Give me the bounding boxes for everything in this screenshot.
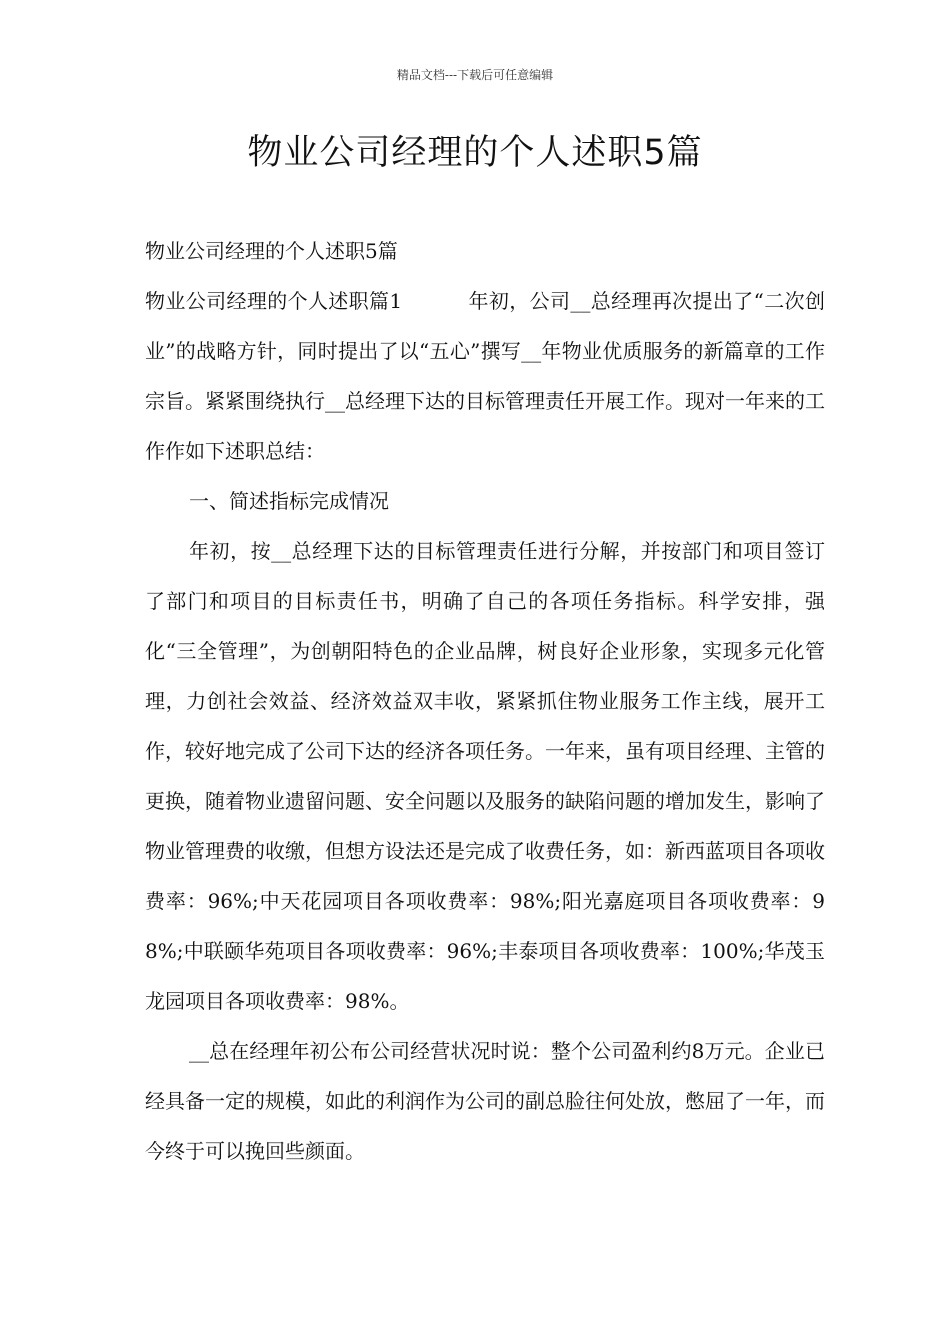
paragraph-indicators: 年初，按__总经理下达的目标管理责任进行分解，并按部门和项目签订了部门和项目的目标责任书，明确了自己的各项任务指标。科学安排，强化“三全管理”，为创朝阳特色的企业品牌，树良好企业形象，实现多元化管理，力创社会效益、经济效益双丰收，紧紧抓住物业服务工作主线，展开工作，较好地完成了公司下达的经济各项任务。一年来，虽有项目经理、主管的更换，随着物业遗留问题、安全问题以及服务的缺陷问题的增加发生，影响了物业管理费的收缴，但想方设法还是完成了收费任务，如：新西蓝项目各项收费率：96%;中天花园项目各项收费率：98%;阳光嘉庭项目各项收费率：98%;中联颐华苑项目各项收费率：96%;丰泰项目各项收费率：100%;华茂玉龙园项目各项收费率：98%。 bbox=[145, 539, 825, 1013]
intro-text: 年初，公司__总经理再次提出了“二次创业”的战略方针，同时提出了以“五心”撰写__年物业优质服务的新篇章的工作宗旨。紧紧围绕执行__总经理下达的目标管理责任开展工作。现对一年来的工作作如下述职总结： bbox=[145, 289, 825, 463]
header-note: 精品文档---下载后可任意编辑 bbox=[396, 68, 554, 82]
paragraph-profit: __总在经理年初公布公司经营状况时说：整个公司盈利约8万元。企业已经具备一定的规模，如此的利润作为公司的副总脸往何处放，憋屈了一年，而今终于可以挽回些颜面。 bbox=[145, 1039, 825, 1163]
document-title: 物业公司经理的个人述职5篇 bbox=[247, 133, 703, 173]
section-label: 物业公司经理的个人述职篇1 bbox=[145, 289, 403, 313]
document-subtitle: 物业公司经理的个人述职5篇 bbox=[145, 239, 398, 263]
intro-paragraph bbox=[145, 276, 825, 476]
section-heading: 一、简述指标完成情况 bbox=[189, 489, 389, 513]
document-body bbox=[145, 226, 825, 1176]
